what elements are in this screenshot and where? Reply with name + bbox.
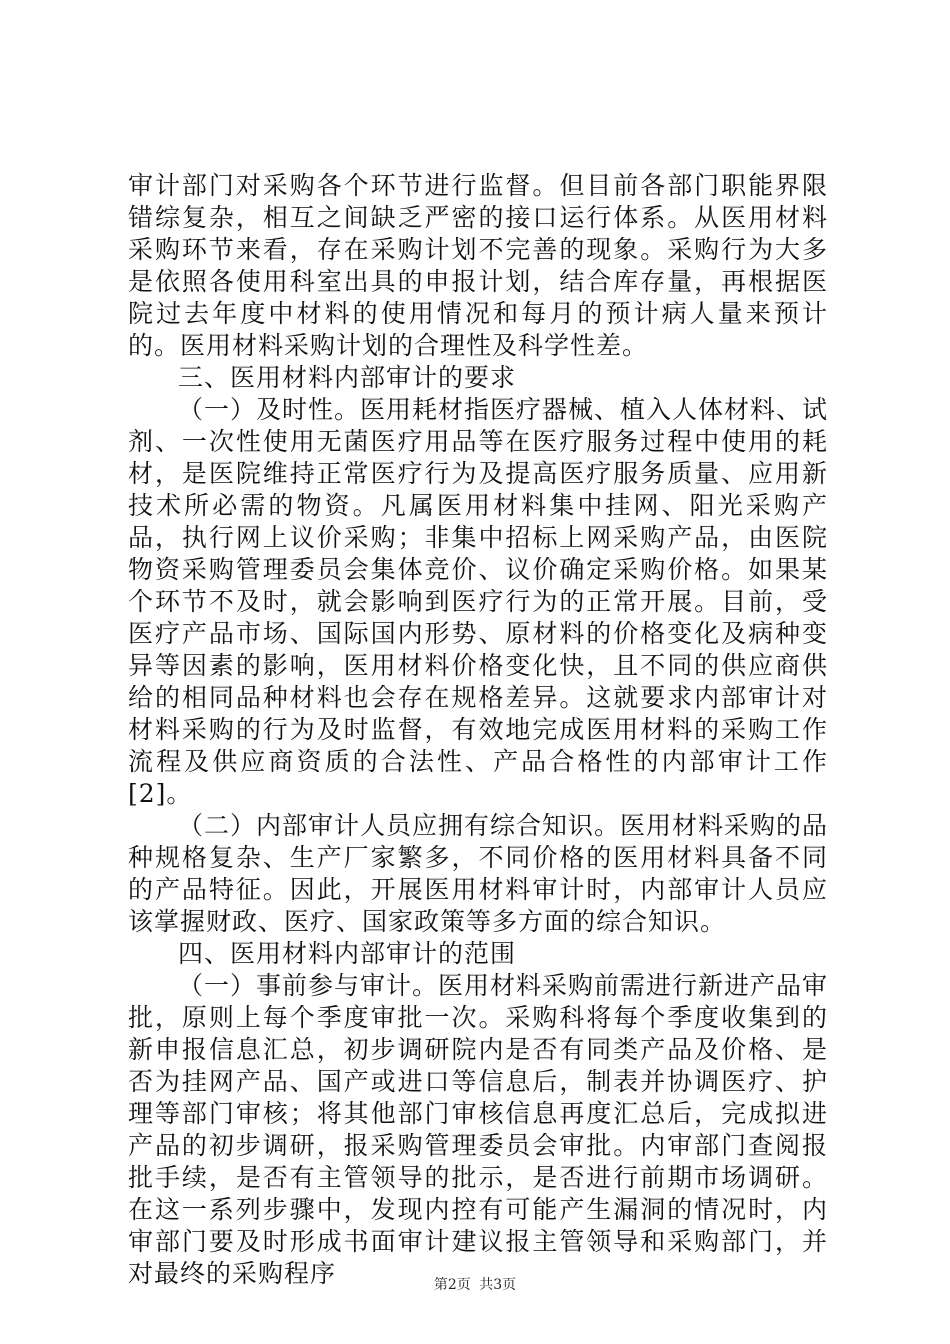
page-footer bbox=[0, 1274, 950, 1294]
page-number: 第2页 bbox=[433, 1277, 471, 1293]
section-heading-requirements: 三、医用材料内部审计的要求 bbox=[178, 363, 517, 392]
section-heading-scope: 四、医用材料内部审计的范围 bbox=[178, 939, 517, 968]
paragraph-pre-audit: （一）事前参与审计。医用材料采购前需进行新进产品审批，原则上每个季度审批一次。采购科将每个季度收集到的新申报信息汇总，初步调研院内是否有同类产品及价格、是否为挂网产品、国产或进口等信息后，制表并协调医疗、护理等部门审核；将其他部门审核信息再度汇总后，完成拟进产品的初步调研，报采购管理委员会审批。内审部门查阅报批手续，是否有主管领导的批示，是否进行前期市场调研。在这一系列步骤中，发现内控有可能产生漏洞的情况时，内审部门要及时形成书面审计建议报主管领导和采购部门，并对最终的采购程序 bbox=[128, 971, 829, 1288]
page-total: 共3页 bbox=[479, 1277, 517, 1293]
paragraph-auditor-knowledge: （二）内部审计人员应拥有综合知识。医用材料采购的品种规格复杂、生产厂家繁多，不同价格的医用材料具备不同的产品特征。因此，开展医用材料审计时，内部审计人员应该掌握财政、医疗、国家政策等多方面的综合知识。 bbox=[128, 811, 829, 936]
paragraph-timeliness: （一）及时性。医用耗材指医疗器械、植入人体材料、试剂、一次性使用无菌医疗用品等在医疗服务过程中使用的耗材，是医院维持正常医疗行为及提高医疗服务质量、应用新技术所必需的物资。凡属医用材料集中挂网、阳光采购产品，执行网上议价采购；非集中招标上网采购产品，由医院物资采购管理委员会集体竞价、议价确定采购价格。如果某个环节不及时，就会影响到医疗行为的正常开展。目前，受医疗产品市场、国际国内形势、原材料的价格变化及病种变异等因素的影响，医用材料价格变化快，且不同的供应商供给的相同品种材料也会存在规格差异。这就要求内部审计对材料采购的行为及时监督，有效地完成医用材料的采购工作流程及供应商资质的合法性、产品合格性的内部审计工作[2]。 bbox=[128, 395, 829, 808]
document-body bbox=[128, 170, 828, 1290]
paragraph-continuation: 审计部门对采购各个环节进行监督。但目前各部门职能界限错综复杂，相互之间缺乏严密的接口运行体系。从医用材料采购环节来看，存在采购计划不完善的现象。采购行为大多是依照各使用科室出具的申报计划，结合库存量，再根据医院过去年度中材料的使用情况和每月的预计病人量来预计的。医用材料采购计划的合理性及科学性差。 bbox=[128, 171, 828, 360]
